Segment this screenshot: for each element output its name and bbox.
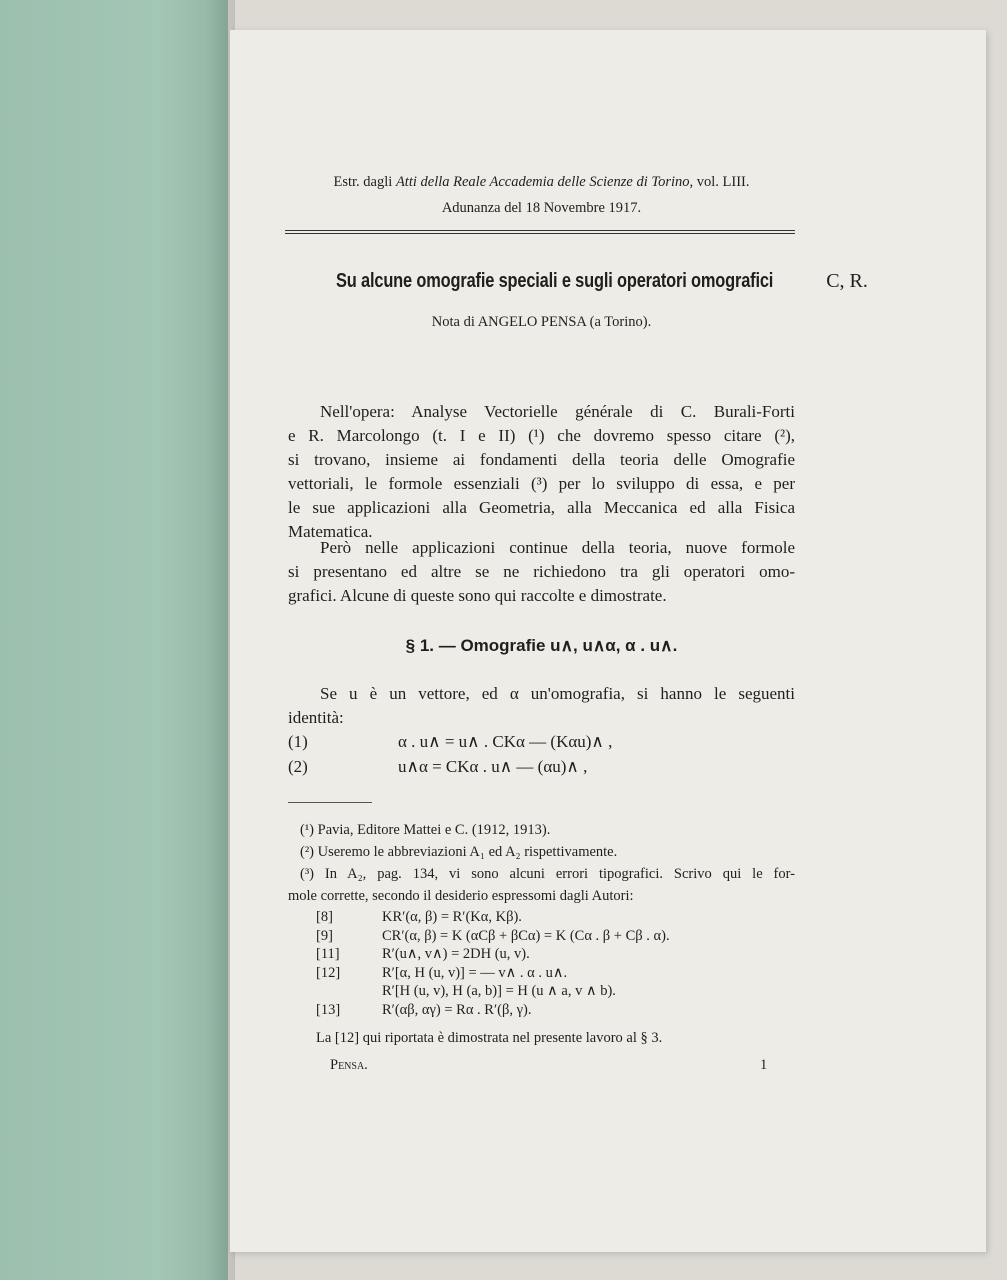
footnote-line: (³) In A₂, pag. 134, vi sono alcuni errori tipografici. Scrivo qui le for- [300,866,795,882]
page-number: 1 [760,1057,768,1073]
footnote-line: (²) Useremo le abbreviazioni A₁ ed A₂ rispettivamente. [300,844,618,860]
footnote-line: (¹) Pavia, Editore Mattei e C. (1912, 1913). [300,822,551,838]
paragraph-line: si presentano ed altre se ne richiedono tra gli operatori omo- [288,562,795,581]
equation-number: (1) [288,732,308,751]
green-cover [0,0,228,1280]
formula-number: [9] [316,927,333,944]
formula-number: [12] [316,964,341,981]
title-suffix: C, R. [821,270,868,292]
paragraph-line: le sue applicazioni alla Geometria, alla Meccanica ed alla Fisica [288,498,795,517]
paragraph-line: e R. Marcolongo (t. I e II) (¹) che dovremo spesso citare (²), [288,426,795,445]
formula: CR′(α, β) = K (αCβ + βCα) = K (Cα . β + Cβ . α). [382,927,670,944]
header-citation [288,174,795,191]
paragraph-line: Però nelle applicazioni continue della teoria, nuove formole [320,538,795,557]
formula-number: [11] [316,946,340,962]
equation: α . u∧ = u∧ . CKα — (Kαu)∧ , [398,732,613,751]
footnote-end: La [12] qui riportata è dimostrata nel presente lavoro al § 3. [316,1030,663,1046]
equation-number: (2) [288,757,308,776]
header-prefix: Estr. dagli [333,174,396,190]
paragraph-line: si trovano, insieme ai fondamenti della teoria delle Omografie [288,450,795,469]
footnote-line: mole corrette, secondo il desiderio espressomi dagli Autori: [288,888,634,904]
title-main: Su alcune omografie speciali e sugli operatori omografici [335,270,774,292]
formula: KR′(α, β) = R′(Kα, Kβ). [382,909,522,925]
paragraph-line: identità: [288,708,344,727]
page-title [288,270,868,293]
journal-name: Atti della Reale Accademia delle Scienze di Torino [395,174,690,190]
formula: R′(u∧, v∧) = 2DH (u, v). [382,946,530,962]
paragraph-line: vettoriali, le formole essenziali (³) per lo sviluppo di essa, e per [288,474,795,493]
author-line: Nota di ANGELO PENSA (a Torino). [431,314,652,330]
section-heading: § 1. — Omografie u∧, u∧α, α . u∧. [405,636,678,655]
header-date: Adunanza del 18 Novembre 1917. [441,200,642,216]
formula: R′[α, H (u, v)] = — v∧ . α . u∧. [382,964,568,981]
formula-number: [8] [316,909,333,925]
paragraph-line: Matematica. [288,522,373,541]
paragraph-line: Nell'opera: Analyse Vectorielle générale di C. Burali-Forti [320,402,795,421]
formula-number: [13] [316,1001,341,1018]
signature: Pensa. [330,1057,368,1073]
formula: R′[H (u, v), H (a, b)] = H (u ∧ a, v ∧ b). [382,983,616,999]
header-rule [285,230,795,234]
formula: R′(αβ, αγ) = Rα . R′(β, γ). [382,1001,532,1018]
paragraph-line: grafici. Alcune di queste sono qui raccolte e dimostrate. [288,586,667,605]
header-suffix: , vol. LIII. [689,174,750,190]
paragraph-line: Se u è un vettore, ed α un'omografia, si hanno le seguenti [320,684,795,703]
equation: u∧α = CKα . u∧ — (αu)∧ , [398,757,588,776]
footnote-rule [288,802,372,803]
